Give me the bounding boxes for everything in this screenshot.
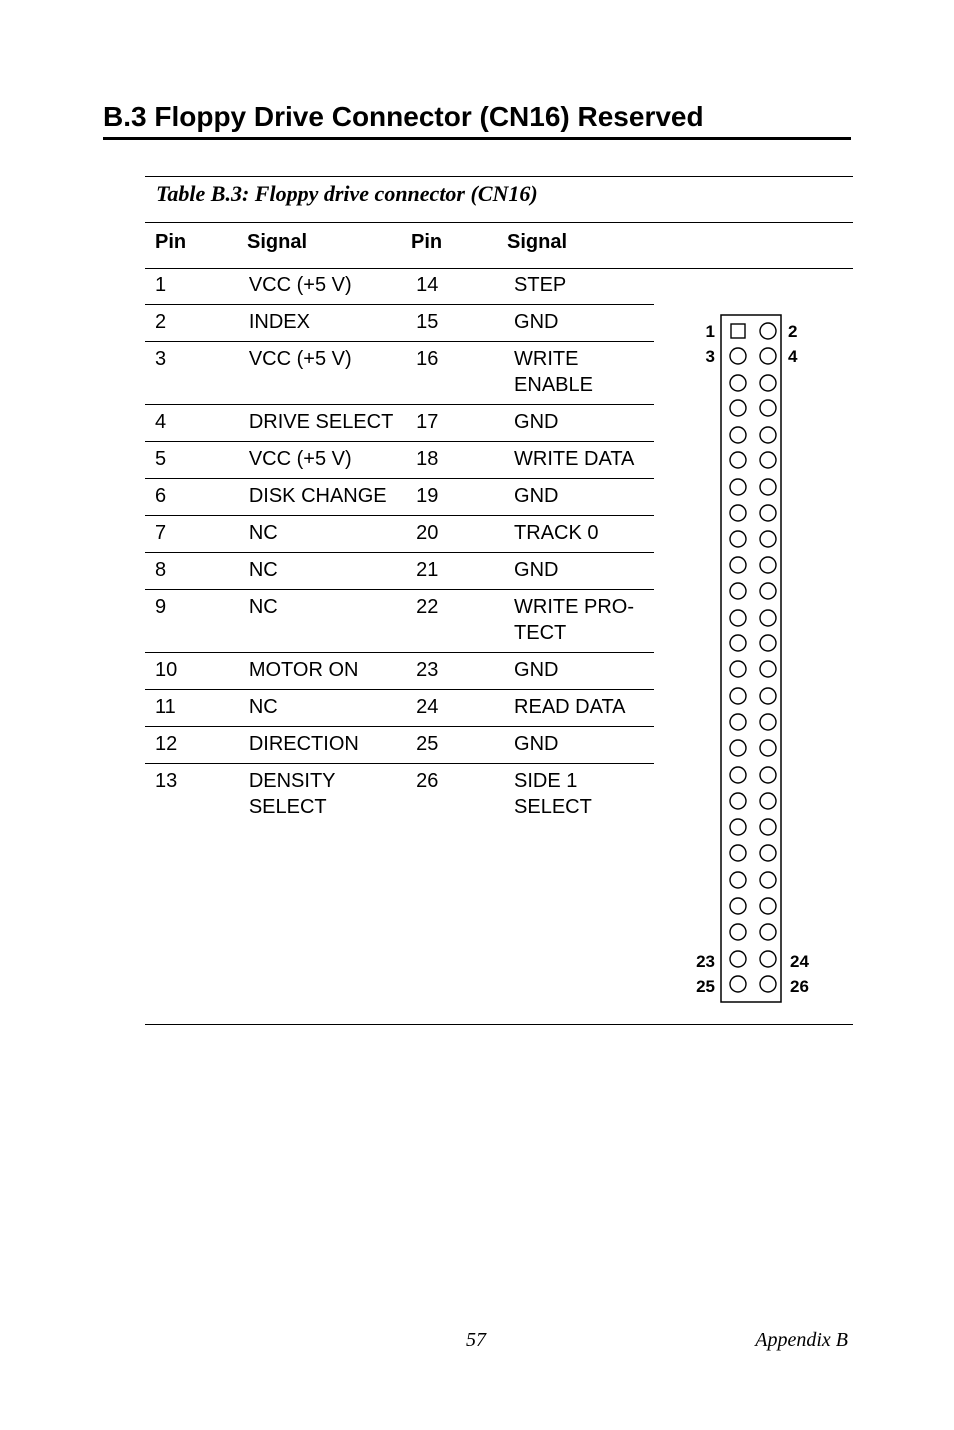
- pin-hole: [760, 819, 776, 835]
- table-row: [145, 690, 654, 727]
- signal-name: WRITE PRO-TECT: [504, 590, 654, 653]
- signal-name: DENSITY SELECT: [248, 770, 336, 818]
- pin-number: 20: [406, 516, 504, 553]
- pin-hole: [730, 819, 746, 835]
- pin-number: 1: [145, 268, 239, 305]
- table-row: [145, 653, 654, 690]
- pin-number: 11: [145, 690, 239, 727]
- signal-name: GND: [504, 305, 654, 342]
- pin-number: 6: [145, 479, 239, 516]
- pin-number: 9: [145, 590, 239, 653]
- pin-hole: [730, 452, 746, 468]
- pin-hole: [760, 610, 776, 626]
- pin-hole: [760, 348, 776, 364]
- pin-hole: [760, 557, 776, 573]
- pin-hole: [760, 898, 776, 914]
- pin-number: 17: [406, 405, 504, 442]
- signal-name: VCC (+5 V): [239, 342, 406, 405]
- pin-hole: [730, 767, 746, 783]
- pin-number: 26: [416, 770, 439, 792]
- table-row: [145, 405, 654, 442]
- table-row: [145, 516, 654, 553]
- pin-hole: [760, 872, 776, 888]
- pin-hole: [730, 635, 746, 651]
- signal-name: NC: [239, 690, 406, 727]
- pin-hole: [760, 688, 776, 704]
- signal-name: MOTOR ON: [239, 653, 406, 690]
- pin-hole: [730, 845, 746, 861]
- header-signal-2: Signal: [507, 231, 568, 253]
- pin-hole: [760, 635, 776, 651]
- pin-number: 4: [145, 405, 239, 442]
- pin-hole: [760, 767, 776, 783]
- signal-name: GND: [504, 479, 654, 516]
- signal-name: NC: [239, 553, 406, 590]
- table-row: [145, 479, 654, 516]
- table-row: [145, 553, 654, 590]
- table-row: [145, 764, 654, 827]
- pin-hole: [760, 452, 776, 468]
- pin-label-24: 24: [790, 952, 809, 971]
- pin-label-2: 2: [788, 322, 798, 341]
- signal-name: READ DATA: [504, 690, 654, 727]
- table-row: [145, 442, 654, 479]
- pin-hole: [760, 479, 776, 495]
- pin-hole: [760, 375, 776, 391]
- pin-hole: [730, 557, 746, 573]
- pin-hole: [730, 714, 746, 730]
- table-row: [145, 590, 654, 653]
- pin-hole: [730, 740, 746, 756]
- pin-hole: [730, 505, 746, 521]
- pin-hole: [730, 427, 746, 443]
- header-signal-1: Signal: [247, 231, 308, 253]
- pin-hole: [760, 323, 776, 339]
- pin-number: 7: [145, 516, 239, 553]
- section-heading: B.3 Floppy Drive Connector (CN16) Reserved: [103, 100, 851, 140]
- pin-hole: [730, 610, 746, 626]
- pin-hole: [730, 688, 746, 704]
- pin-number: 13: [155, 770, 178, 792]
- pin-hole: [760, 845, 776, 861]
- pin-hole: [760, 976, 776, 992]
- signal-name: GND: [504, 405, 654, 442]
- signal-name: VCC (+5 V): [239, 268, 406, 305]
- pin-hole: [760, 924, 776, 940]
- signal-name: GND: [504, 727, 654, 764]
- pin-label-4: 4: [788, 347, 798, 366]
- pin-hole: [730, 479, 746, 495]
- pin-hole: [730, 898, 746, 914]
- pin-hole: [760, 583, 776, 599]
- pin-table: [145, 268, 654, 826]
- table-bottom-rule: [145, 1024, 853, 1025]
- pin-number: 22: [406, 590, 504, 653]
- pin-label-1: 1: [705, 322, 715, 341]
- signal-name: WRITE ENABLE: [504, 342, 654, 405]
- footer-section: Appendix B: [755, 1329, 848, 1351]
- pin-number: 16: [406, 342, 504, 405]
- pin-number: 18: [406, 442, 504, 479]
- signal-name: STEP: [504, 268, 654, 305]
- pin-number: 3: [145, 342, 239, 405]
- pin-hole: [730, 951, 746, 967]
- pin-hole: [730, 583, 746, 599]
- connector-diagram: [686, 307, 826, 1007]
- signal-name: DISK CHANGE: [239, 479, 406, 516]
- signal-name: VCC (+5 V): [239, 442, 406, 479]
- pin-hole: [730, 872, 746, 888]
- pin-hole: [730, 793, 746, 809]
- signal-name: SIDE 1 SELECT: [514, 770, 592, 818]
- pin-label-3: 3: [705, 347, 715, 366]
- pin-number: 23: [406, 653, 504, 690]
- page-number: 57: [466, 1329, 486, 1351]
- pin-hole: [730, 375, 746, 391]
- signal-name: NC: [239, 590, 406, 653]
- pin-number: 2: [145, 305, 239, 342]
- pin-label-25: 25: [696, 977, 715, 996]
- pin-hole: [760, 400, 776, 416]
- pin-number: 21: [406, 553, 504, 590]
- pin-label-26: 26: [790, 977, 809, 996]
- pin-hole: [730, 348, 746, 364]
- signal-name: INDEX: [239, 305, 406, 342]
- header-pin-2: Pin: [411, 231, 443, 253]
- pin-hole: [730, 661, 746, 677]
- pin-hole: [760, 531, 776, 547]
- pin-number: 19: [406, 479, 504, 516]
- pin-number: 24: [406, 690, 504, 727]
- table-header-row: [145, 222, 853, 269]
- table-row: [145, 727, 654, 764]
- header-pin-1: Pin: [155, 231, 187, 253]
- pin-hole: [760, 951, 776, 967]
- pin-hole: [730, 400, 746, 416]
- signal-name: GND: [504, 553, 654, 590]
- signal-name: TRACK 0: [504, 516, 654, 553]
- signal-name: DRIVE SELECT: [239, 405, 406, 442]
- pin-hole: [730, 976, 746, 992]
- pin-1-square-pad: [731, 324, 745, 338]
- pin-number: 14: [406, 268, 504, 305]
- pin-hole: [760, 793, 776, 809]
- pin-number: 25: [406, 727, 504, 764]
- pin-hole: [760, 661, 776, 677]
- pin-number: 5: [145, 442, 239, 479]
- pin-number: 15: [406, 305, 504, 342]
- signal-name: WRITE DATA: [504, 442, 654, 479]
- pin-number: 10: [145, 653, 239, 690]
- table-row: [145, 268, 654, 305]
- pin-hole: [730, 924, 746, 940]
- pin-hole: [760, 427, 776, 443]
- pin-hole: [760, 740, 776, 756]
- table-row: [145, 305, 654, 342]
- table-caption: Table B.3: Floppy drive connector (CN16): [145, 176, 853, 223]
- signal-name: NC: [239, 516, 406, 553]
- signal-name: DIRECTION: [239, 727, 406, 764]
- pin-hole: [760, 505, 776, 521]
- pin-hole: [730, 531, 746, 547]
- pin-number: 12: [145, 727, 239, 764]
- pin-label-23: 23: [696, 952, 715, 971]
- signal-name: GND: [504, 653, 654, 690]
- pin-hole: [760, 714, 776, 730]
- pin-number: 8: [145, 553, 239, 590]
- table-row: [145, 342, 654, 405]
